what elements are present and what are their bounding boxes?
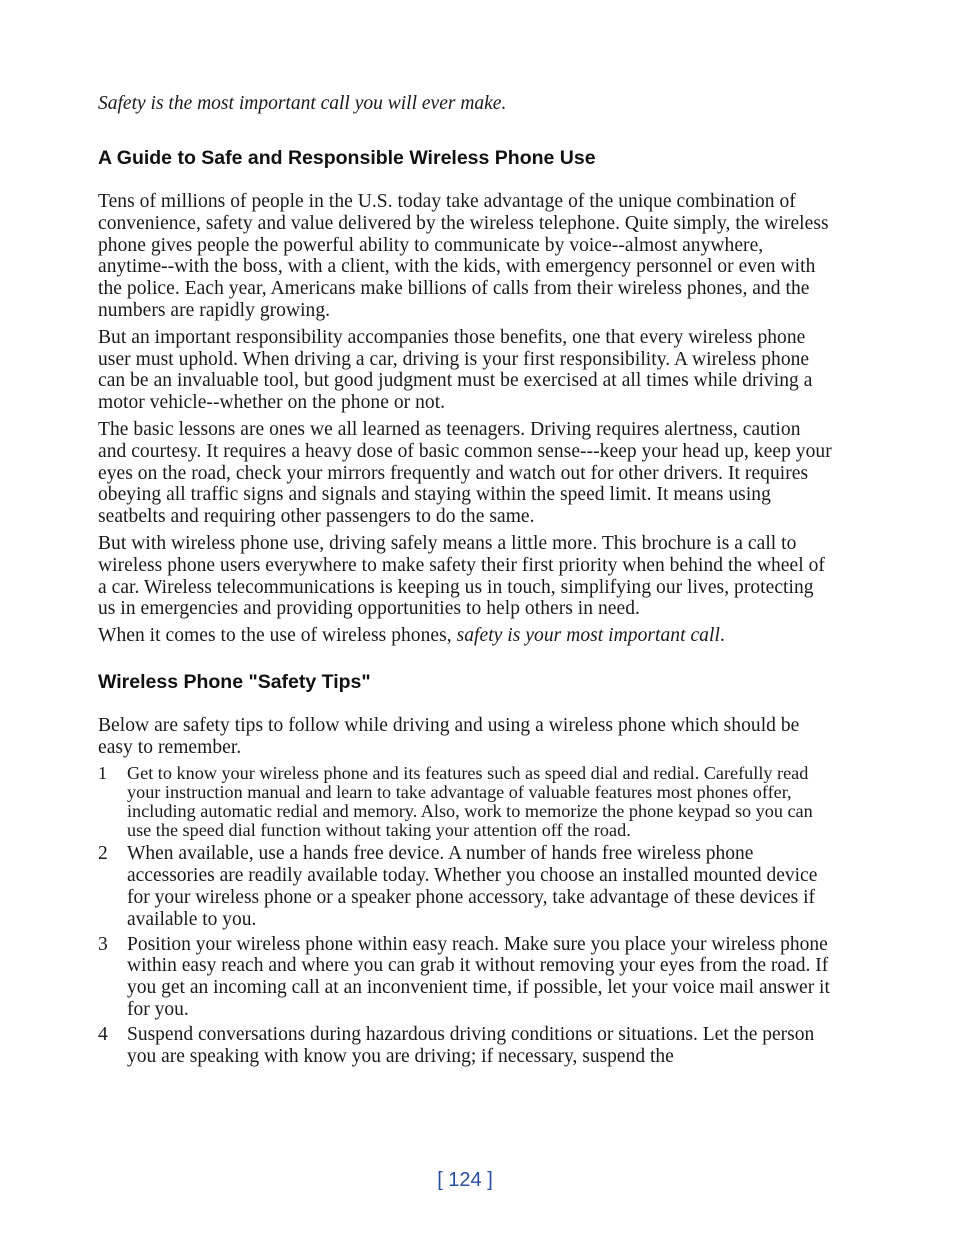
page-content bbox=[98, 92, 832, 1067]
guide-paragraph-2: But an important responsibility accompanies those benefits, one that every wireless phone user must uphold. When driving a car, driving is your first responsibility. A wireless phone can be an invaluable tool, but good judgment must be exercised at all times while driving a motor vehicle--whether on the phone or not. bbox=[98, 326, 813, 414]
list-item bbox=[98, 843, 832, 930]
list-item-number: 1 bbox=[98, 762, 108, 783]
list-item-text: Suspend conversations during hazardous driving conditions or situations. Let the person you are speaking with know you are driving; if necessary, suspend the bbox=[127, 1023, 815, 1067]
tips-heading: Wireless Phone "Safety Tips" bbox=[98, 670, 371, 693]
closing-prefix: When it comes to the use of wireless phones, bbox=[98, 625, 457, 647]
page-number: [ 124 ] bbox=[437, 1169, 493, 1191]
closing-suffix: . bbox=[719, 625, 725, 647]
list-item bbox=[98, 1024, 832, 1068]
closing-italic: safety is your most important call bbox=[456, 625, 720, 647]
guide-paragraph-1: Tens of millions of people in the U.S. today take advantage of the unique combination of convenience, safety and value delivered by the wireless telephone. Quite simply, the wireless phone gives people the powerful ability to communicate by voice--almost anywhere, anytime--with the boss, with a client, with the kids, with emergency personnel or even with the police. Each year, Americans make billions of calls from their wireless phones, and the numbers are rapidly growing. bbox=[98, 191, 829, 321]
guide-closing bbox=[98, 625, 832, 647]
list-item-text: When available, use a hands free device. A number of hands free wireless phone accessories are readily available today. Whether you choose an installed mounted device for your wireless phone or a speaker phone accessory, take advantage of these devices if available to you. bbox=[127, 843, 818, 930]
guide-heading: A Guide to Safe and Responsible Wireless Phone Use bbox=[98, 147, 596, 169]
list-item-number: 3 bbox=[98, 933, 108, 955]
list-item-text: Get to know your wireless phone and its features such as speed dial and redial. Carefully read your instruction manual and learn to take advantage of valuable features most phones offer, including automatic redial and memory. Also, work to memorize the phone keypad so you can use the speed dial function without taking your attention off the road. bbox=[127, 762, 813, 841]
tips-intro: Below are safety tips to follow while driving and using a wireless phone which should be easy to remember. bbox=[98, 714, 800, 758]
list-item-number: 4 bbox=[98, 1023, 108, 1045]
list-item-number: 2 bbox=[98, 843, 108, 865]
tips-list bbox=[98, 764, 832, 1068]
list-item bbox=[98, 934, 832, 1021]
guide-paragraph-4: But with wireless phone use, driving safely means a little more. This brochure is a call to wireless phone users everywhere to make safety their first priority when behind the wheel of a car. Wireless telecommunications is keeping us in touch, simplifying our lives, protecting us in emergencies and providing opportunities to help others in need. bbox=[98, 532, 825, 620]
tagline: Safety is the most important call you will ever make. bbox=[98, 93, 507, 114]
list-item bbox=[98, 764, 832, 841]
guide-paragraph-3: The basic lessons are ones we all learned as teenagers. Driving requires alertness, caution and courtesy. It requires a heavy dose of basic common sense---keep your head up, keep your eyes on the road, check your mirrors frequently and watch out for other drivers. It requires obeying all traffic signs and signals and staying within the speed limit. It means using seatbelts and requiring other passengers to do the same. bbox=[98, 418, 832, 528]
list-item-text: Position your wireless phone within easy reach. Make sure you place your wireless phone within easy reach and where you can grab it without removing your eyes from the road. If you get an incoming call at an inconvenient time, if possible, let your voice mail answer it for you. bbox=[127, 933, 830, 1020]
